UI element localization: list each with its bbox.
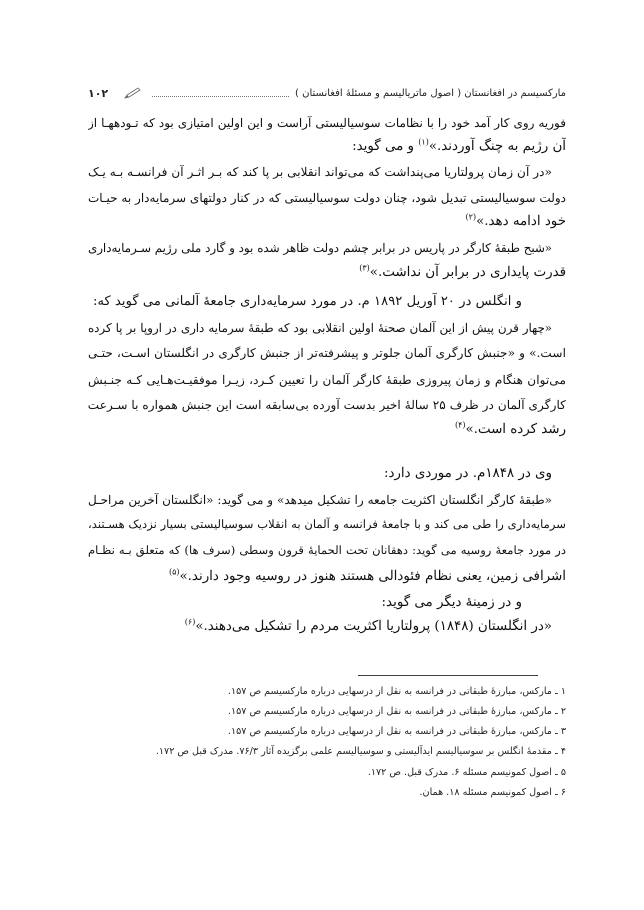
footnote-ref: (۵)	[168, 567, 180, 577]
body-line-text: اشرافی زمین، یعنی نظام فئودالی هستند هنوز در روسیه وجود دارند.»	[179, 569, 566, 584]
body-line: «چهار قرن پیش از این آلمان صحنهٔ اولین انقلابی بود که طبقهٔ سرمایه داری در اروپا بر پا کرده	[88, 321, 552, 335]
body-line: فوریه روی کار آمد خود را با نظامات سوسیالیستی آراست و این اولین امتیازی بود که تـودههـا از	[88, 116, 566, 130]
body-line	[88, 212, 566, 232]
body-line-text: رشد کرده است.»	[465, 422, 566, 437]
body-line	[88, 420, 566, 440]
body-line-text: خود ادامه دهد.»	[476, 214, 566, 229]
running-header	[88, 84, 566, 102]
body-line: می‌توان هنگام و زمان پیروزی طبقهٔ کارگر آلمان را تعیین کـرد، زیـرا موفقیـت‌هـایی کـه جنـبش	[88, 373, 566, 387]
body-line: و انگلس در ۲۰ آوریل ۱۸۹۲ م. در مورد سرمایه‌داری جامعهٔ آلمانی می گوید که:	[93, 294, 522, 309]
footnote-ref: (۲)	[465, 212, 477, 222]
body-line	[88, 263, 566, 283]
body-line	[88, 137, 566, 157]
pen-icon	[124, 87, 142, 99]
body-line: «در آن زمان پرولتاریا می‌پنداشت که می‌تواند انقلابی بر پا کند که بـر اثـر آن فرانسـه بـه یـک	[88, 165, 552, 179]
footnote-separator	[358, 675, 538, 676]
body-line: است.» و «جنبش کارگری آلمان جلوتر و پیشرفته‌تر از جنبش کارگری در انگلستان اسـت، حتـی	[88, 346, 566, 360]
body-line-text: و می گوید:	[352, 139, 414, 154]
body-line: وی در ۱۸۴۸م. در موردی دارد:	[383, 466, 552, 481]
body-line: و در زمینهٔ دیگر می گوید:	[381, 595, 522, 610]
body-line	[88, 567, 566, 587]
body-line-text: «در انگلستان (۱۸۴۸) پرولتاریا اکثریت مردم را تشکیل می‌دهند.»	[195, 619, 552, 634]
footnote-ref: (۳)	[359, 263, 370, 273]
running-title: مارکسیسم در افغانستان ( اصول ماتریالیسم و مسئلهٔ افغانستان )	[295, 87, 566, 99]
footnote: ۴ ـ مقدمهٔ انگلس بر سوسیالیسم ایدآلیستی و سوسیالیسم علمی برگزیده آثار ۷۶/۳. مدرک قبل ص ۱۷۲.	[155, 746, 566, 757]
body-line	[88, 617, 566, 637]
body-line: دولت سوسیالیستی تبدیل شود، چنان دولت سوسیالیستی که در کنار دولتهای سرمایه‌دار به حیـات	[88, 191, 566, 205]
body-line: «طبقهٔ کارگر انگلستان اکثریت جامعه را تشکیل میدهد» و می گوید: «انگلستان آخرین مراحـل	[88, 493, 552, 507]
footnote: ۵ ـ اصول کمونیسم مسئله ۶. مدرک قبل. ص ۱۷۲.	[367, 767, 566, 778]
page-number: ۱۰۲	[88, 86, 109, 100]
body-line: در مورد جامعهٔ روسیه می گوید: دهقانان تحت الحمایهٔ قرون وسطی (سرف ها) که متعلق بـه نظـام	[88, 543, 566, 557]
body-line-text: قدرت پایداری در برابر آن نداشت.»	[369, 265, 566, 280]
body-line-text: آن رژیم به چنگ آوردند.»	[428, 139, 566, 154]
body-line: سرمایه‌داری را طی می کند و با جامعهٔ فرانسه و آلمان به انقلاب سوسیالیستی بسیار نزدیک هسـتند،	[88, 517, 566, 531]
body-line: «شبح طبقهٔ کارگر در پاریس در برابر چشم دولت ظاهر شده بود و گارد ملی رژیم سـرمایه‌داری	[88, 241, 552, 255]
footnote: ۶ ـ اصول کمونیسم مسئله ۱۸. همان.	[419, 787, 566, 798]
footnote-ref: (۶)	[184, 617, 196, 627]
body-line: کارگری آلمان در ظرف ۲۵ سالهٔ اخیر بدست آورده بی‌سابقه است این جنبش همواره با سـرعت	[88, 398, 566, 412]
footnote-ref: (۴)	[454, 420, 466, 430]
footnote: ۳ ـ مارکس، مبارزهٔ طبقاتی در فرانسه به نقل از درسهایی درباره مارکسیسم ص ۱۵۷.	[227, 726, 566, 737]
header-dotted-leader	[152, 96, 289, 97]
footnote-ref: (۱)	[418, 137, 429, 147]
footnote: ۲ ـ مارکس، مبارزهٔ طبقاتی در فرانسه به نقل از درسهایی درباره مارکسیسم ص ۱۵۷.	[227, 706, 566, 717]
footnote: ۱ ـ مارکس، مبارزهٔ طبقاتی در فرانسه به نقل از درسهایی درباره مارکسیسم ص ۱۵۷.	[227, 686, 566, 697]
